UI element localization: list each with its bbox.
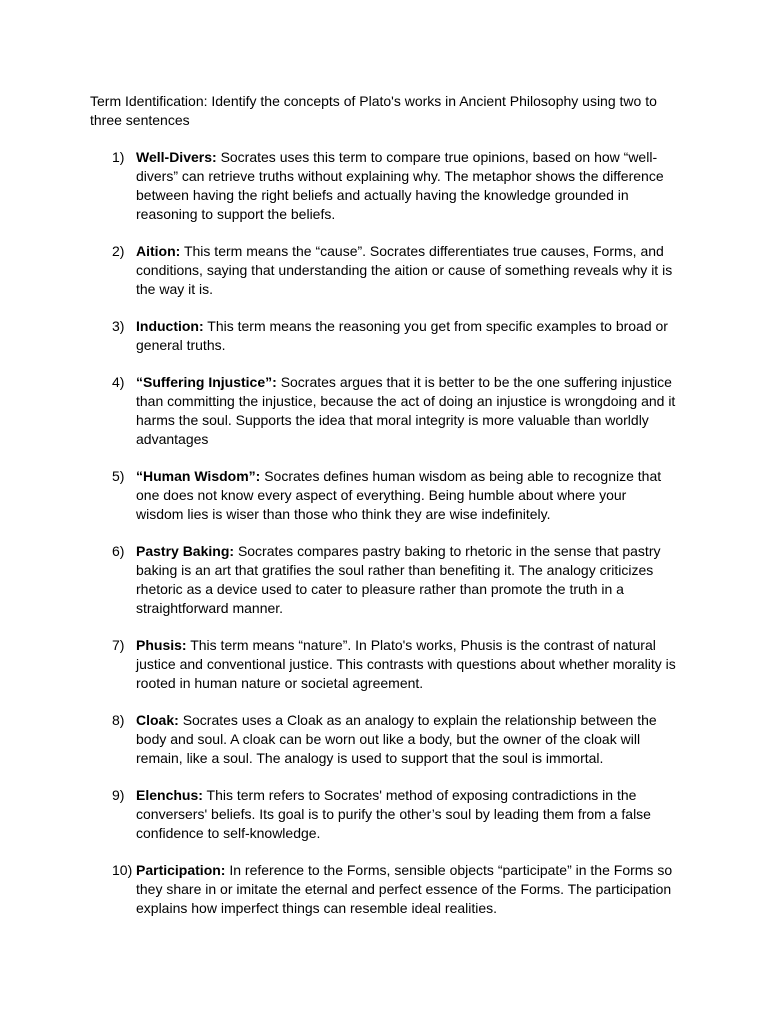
term-definition: This term means the “cause”. Socrates differentiates true causes, Forms, and conditions, saying that understanding the aition or cause of something reveals why it is the way it is.	[136, 243, 673, 297]
term-name: Aition:	[136, 243, 181, 259]
term-number: 8)	[112, 712, 125, 728]
term-name: Well-Divers:	[136, 149, 217, 165]
term-number: 1)	[112, 149, 125, 165]
term-definition: Socrates argues that it is better to be the one suffering injustice than committing the injustice, because the act of doing an injustice is wrongdoing and it harms the soul. Supports the idea that moral integrity is more valuable than worldly advantages	[136, 374, 676, 447]
term-name: Elenchus:	[136, 787, 203, 803]
term-number: 7)	[112, 637, 125, 653]
term-item-human-wisdom	[0, 467, 676, 524]
term-number: 10)	[112, 862, 133, 878]
term-item-aition	[0, 242, 676, 299]
term-definition: Socrates compares pastry baking to rhetoric in the sense that pastry baking is an art that gratifies the soul rather than benefiting it. The analogy criticizes rhetoric as a device used to cater to pleasure rather than promote the truth in a straightforward manner.	[136, 543, 661, 616]
term-definition: Socrates uses a Cloak as an analogy to explain the relationship between the body and soul. A cloak can be worn out like a body, but the owner of the cloak will remain, like a soul. The analogy is used to support that the soul is immortal.	[136, 712, 657, 766]
term-definition: Socrates uses this term to compare true opinions, based on how “well-divers” can retrieve truths without explaining why. The metaphor shows the difference between having the right beliefs and actually having the knowledge grounded in reasoning to support the beliefs.	[136, 149, 664, 222]
term-number: 4)	[112, 374, 125, 390]
term-name: Phusis:	[136, 637, 187, 653]
term-definition: In reference to the Forms, sensible objects “participate” in the Forms so they share in or imitate the eternal and perfect essence of the Forms. The participation explains how imperfect things can resemble ideal realities.	[136, 862, 673, 916]
term-definition: This term means “nature”. In Plato's works, Phusis is the contrast of natural justice and conventional justice. This contrasts with questions about whether morality is rooted in human nature or societal agreement.	[136, 637, 676, 691]
term-item-pastry-baking	[0, 542, 676, 618]
term-item-suffering-injustice	[0, 373, 676, 449]
term-list	[0, 148, 768, 936]
term-definition: Socrates defines human wisdom as being able to recognize that one does not know every aspect of everything. Being humble about where your wisdom lies is wiser than those who think they are wise indefinitely.	[136, 468, 662, 522]
term-number: 9)	[112, 787, 125, 803]
term-name: “Human Wisdom”:	[136, 468, 261, 484]
term-item-induction	[0, 317, 676, 355]
term-item-well-divers	[0, 148, 676, 224]
term-name: Pastry Baking:	[136, 543, 235, 559]
term-item-phusis	[0, 636, 676, 693]
term-definition: This term refers to Socrates' method of exposing contradictions in the conversers' beliefs. Its goal is to purify the other’s soul by leading them from a false confidence to self-knowledge.	[136, 787, 651, 841]
term-number: 2)	[112, 243, 125, 259]
term-definition: This term means the reasoning you get from specific examples to broad or general truths.	[136, 318, 668, 353]
term-name: “Suffering Injustice”:	[136, 374, 277, 390]
assignment-instructions: Term Identification: Identify the concepts of Plato's works in Ancient Philosophy using two to three sentences	[90, 93, 657, 128]
term-number: 6)	[112, 543, 125, 559]
term-item-participation	[0, 861, 676, 918]
term-item-cloak	[0, 711, 676, 768]
term-name: Participation:	[136, 862, 226, 878]
term-number: 5)	[112, 468, 125, 484]
term-name: Cloak:	[136, 712, 179, 728]
term-name: Induction:	[136, 318, 204, 334]
term-item-elenchus	[0, 786, 676, 843]
term-number: 3)	[112, 318, 125, 334]
